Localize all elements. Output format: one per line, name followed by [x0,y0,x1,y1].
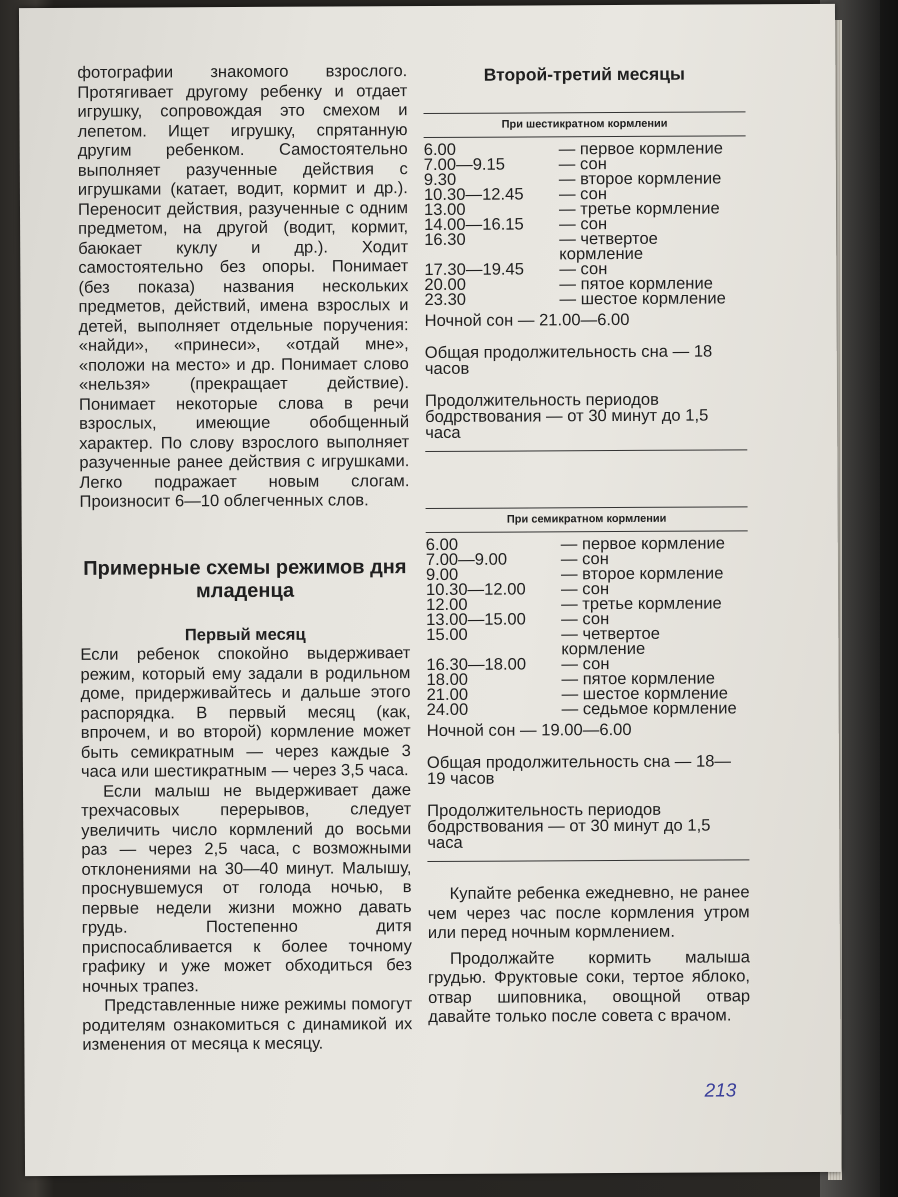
schedule-activity: — сон [558,184,608,204]
paragraph-bathing: Купайте ребенка ежедневно, не ранее чем через час после кормления утром или перед ночным кормлением. [427,882,750,943]
page-number: 213 [704,1080,737,1102]
schedule-row [426,698,749,720]
schedule-row [424,288,746,310]
schedule-time: 21.00 [426,684,469,705]
schedule-activity: — сон [559,214,608,234]
schedule-activity: — первое кормление [558,138,723,159]
schedule-time: 18.00 [426,669,469,690]
paragraph-schedules-intro: Представленные ниже режимы помогут родителям ознакомиться с динамикой их изменения от месяца к месяцу. [82,994,413,1054]
table2-title: При семикратном кормлении [506,512,667,526]
paragraph-eight-feedings: Если малыш не выдерживает даже трехчасовых перерывов, следует увеличить число кормлений до восьми раз — через 2,5 часа, с возможными отклонениями на 30—40 минут. Малышу, проснувшемуся от голода ночью, в первые недели жизни можно давать грудь. Постепенно дитя приспосабливается к более точному графику и уже может обходиться без ночных трапез. [81,779,413,996]
schedule-time: 7.00—9.15 [423,154,506,175]
schedule-activity: — второе кормление [558,168,722,189]
schedule-time: 17.30—19.45 [424,259,525,280]
right-heading: Второй-третий месяцы [483,63,685,85]
sub-title: Первый месяц [184,624,306,644]
table2-wake: Продолжительность периодов бодрствования — от 30 минут до 1,5 часа [427,799,711,853]
schedule-activity: — седьмое кормление [561,698,737,719]
schedule-activity: — шестое кормление [561,683,729,704]
schedule-activity: — шестое кормление [559,288,726,309]
paragraph-first-month: Если ребенок спокойно выдерживает режим, который ему задали в родильном доме, придерживайтесь и дальше этого распорядка. В первый месяц (как, впрочем, и во второй) кормление может быть семикратным — через каждые 3 часа или шестикратным — через 3,5 часа. [80,643,411,781]
left-column [77,61,412,1054]
book-page [19,4,841,1176]
schedule-time: 16.30 [424,229,466,250]
schedule-time: 13.00—15.00 [426,609,526,630]
schedule-time: 7.00—9.00 [425,549,508,570]
schedule-activity: — сон [560,579,610,599]
schedule-activity: — пятое кормление [559,273,713,294]
schedule-time: 24.00 [426,699,469,720]
schedule-table-seven [425,533,749,720]
schedule-time: 13.00 [423,199,466,220]
table2-night: Ночной сон — 19.00—6.00 [426,719,632,741]
schedule-table-six [423,138,747,310]
schedule-time: 9.00 [425,564,459,585]
schedule-activity: — второе кормление [560,563,724,584]
schedule-time: 9.30 [423,169,457,190]
schedule-time: 20.00 [424,274,466,295]
table2-total-sleep: Общая продолжительность сна — 18—19 часов [426,751,732,789]
schedule-activity: — сон [558,154,607,174]
schedule-activity: — первое кормление [560,533,726,554]
schedule-activity: — пятое кормление [561,668,716,689]
schedule-time: 10.30—12.45 [423,184,524,205]
section-title: Примерные схемы режимов дня младенца [83,555,407,602]
table1-wake: Продолжительность периодов бодрствования — от 30 минут до 1,5 часа [424,389,709,443]
table1-night: Ночной сон — 21.00—6.00 [424,309,630,331]
schedule-activity: — четвертое кормление [561,623,661,659]
schedule-time: 6.00 [423,139,457,160]
schedule-activity: — сон [561,609,610,629]
schedule-time: 10.30—12.00 [425,579,526,600]
schedule-row [426,625,748,657]
intro-paragraph: фотографии знакомого взрослого. Протягивает другому ребенку и отдает игрушку, сопровождая это смехом и лепетом. Ищет игрушку, спрятанную другим ребенком. Самостоятельно выполняет разученные действия с игрушками (катает, водит, кормит и др.). Переносит действия, разученные с одним предметом, на другой (водит, кормит, баюкает куклу и др.). Ходит самостоятельно без опоры. Понимает (без показа) названия нескольких предметов, действий, имена взрослых и детей, выполняет отдельные поручения: «найди», «принеси», «отдай мне», «положи на место» и др. Понимает слово «нельзя» (прекращает действие). Понимает некоторые слова в речи взрослых, имеющие обобщенный характер. По слову взрослого выполняет разученные ранее действия с игрушками. Легко подражает новым слогам. Произносит 6—10 облегченных слов. [77,61,410,511]
table1-title: При шестикратном кормлении [501,117,668,131]
schedule-time: 12.00 [426,594,468,615]
schedule-activity: — четвертое кормление [559,228,658,264]
schedule-time: 23.30 [424,289,467,310]
schedule-time: 6.00 [425,534,459,555]
schedule-activity: — сон [559,259,608,279]
schedule-row [424,230,746,262]
paragraph-feeding: Продолжайте кормить малыша грудью. Фруктовые соки, тертое яблоко, отвар шиповника, овощной отвар давайте только после совета с врачом. [427,946,751,1027]
schedule-activity: — сон [560,549,609,569]
table1-total-sleep: Общая продолжительность сна — 18 часов [424,341,713,379]
schedule-activity: — третье кормление [558,198,720,219]
schedule-time: 15.00 [426,624,468,645]
right-column [423,63,751,1027]
schedule-activity: — сон [561,654,610,674]
schedule-time: 14.00—16.15 [424,214,524,235]
schedule-activity: — третье кормление [561,593,722,614]
schedule-time: 16.30—18.00 [426,654,527,675]
